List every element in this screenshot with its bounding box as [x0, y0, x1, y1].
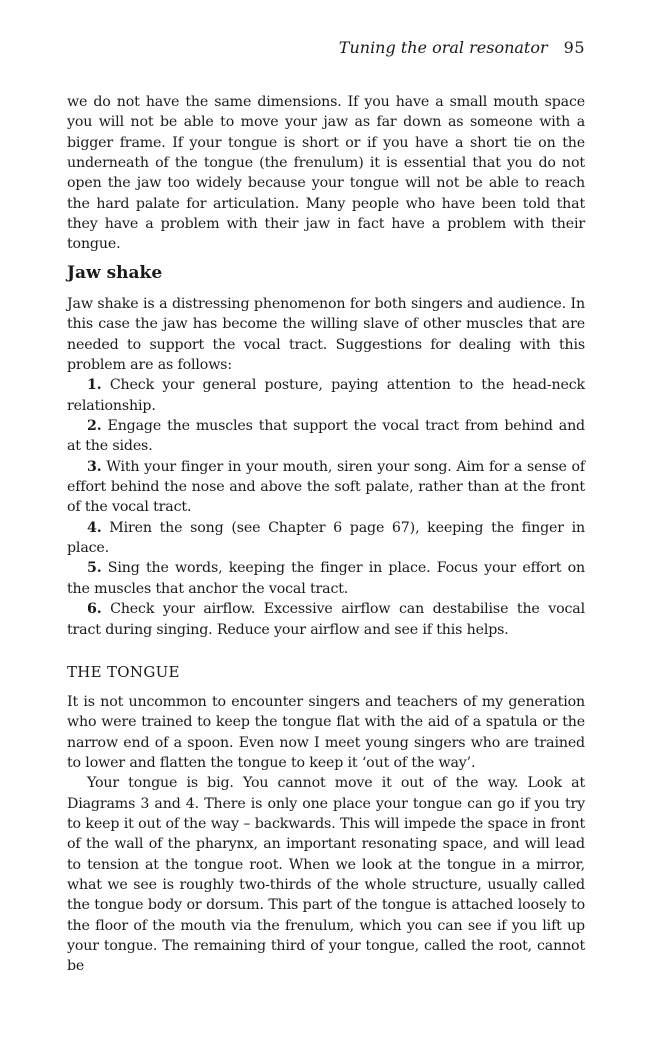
- running-head-title: Tuning the oral resonator: [338, 38, 548, 57]
- list-item-number: 2.: [87, 418, 102, 435]
- list-item-text: Check your general posture, paying attention to the head-neck relationship.: [67, 377, 585, 414]
- intro-section: [67, 92, 585, 255]
- tongue-paragraph-1: It is not uncommon to encounter singers and teachers of my generation who were trained to keep the tongue flat with the aid of a spatula or the narrow end of a spoon. Even now I meet young singers who are trained to lower and flatten the tongue to keep it ‘out of the way’.: [67, 694, 585, 772]
- jaw-shake-heading: Jaw shake: [67, 263, 163, 283]
- list-item-number: 3.: [87, 458, 102, 475]
- list-item-text: Sing the words, keeping the finger in place. Focus your effort on the muscles that anchor the vocal tract.: [67, 560, 585, 597]
- list-item-text: Check your airflow. Excessive airflow can destabilise the vocal tract during singing. Reduce your airflow and see if this helps.: [67, 601, 585, 638]
- list-item-number: 4.: [87, 519, 102, 536]
- tongue-paragraph-2: Your tongue is big. You cannot move it out of the way. Look at Diagrams 3 and 4. There is only one place your tongue can go if you try to keep it out of the way – backwards. This will impede the space in front of the wall of the pharynx, an important resonating space, and will lead to tension at the tongue root. When we look at the tongue in a mirror, what we see is roughly two-thirds of the whole structure, usually called the tongue body or dorsum. This part of the tongue is attached loosely to the floor of the mouth via the frenulum, which you can see if you lift up your tongue. The remaining third of your tongue, called the root, cannot be: [67, 775, 585, 975]
- intro-paragraph: we do not have the same dimensions. If you have a small mouth space you will not be able to move your jaw as far down as someone with a bigger frame. If your tongue is short or if you have a short tie on the underneath of the tongue (the frenulum) it is essential that you do not open the jaw too widely because your tongue will not be able to reach the hard palate for articulation. Many people who have been told that they have a problem with their jaw in fact have a problem with their tongue.: [67, 94, 585, 253]
- list-item: [67, 599, 585, 640]
- list-item: [67, 416, 585, 457]
- list-item: [67, 518, 585, 559]
- list-item-text: With your finger in your mouth, siren your song. Aim for a sense of effort behind the nose and above the soft palate, rather than at the front of the vocal tract.: [67, 458, 585, 516]
- tongue-heading: THE TONGUE: [67, 663, 180, 681]
- list-item: [67, 558, 585, 599]
- list-item-number: 5.: [87, 560, 102, 577]
- tongue-section: [67, 692, 585, 977]
- list-item-number: 1.: [87, 377, 102, 394]
- running-head: [339, 38, 585, 57]
- list-item-text: Engage the muscles that support the vocal tract from behind and at the sides.: [67, 418, 585, 455]
- list-item: [67, 457, 585, 518]
- jaw-shake-paragraph: Jaw shake is a distressing phenomenon for both singers and audience. In this case the jaw has become the willing slave of other muscles that are needed to support the vocal tract. Suggestions for dealing with this problem are as follows:: [67, 296, 585, 374]
- jaw-shake-section: [67, 294, 585, 640]
- list-item-number: 6.: [87, 601, 102, 618]
- page-number: 95: [563, 38, 585, 57]
- list-item: [67, 375, 585, 416]
- list-item-text: Miren the song (see Chapter 6 page 67), keeping the finger in place.: [67, 519, 585, 557]
